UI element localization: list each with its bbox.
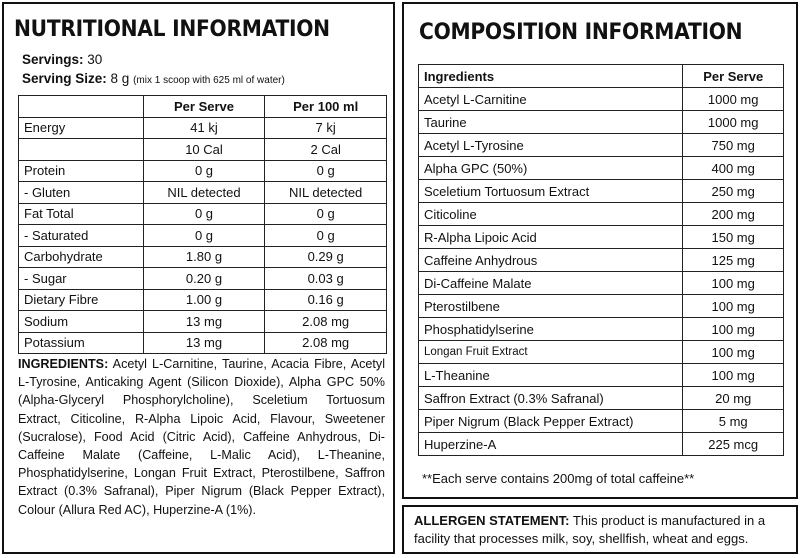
nutrition-table-row-cell: NIL detected — [265, 182, 387, 204]
composition-table-row-cell: 100 mg — [683, 364, 784, 387]
composition-table-row-cell: 750 mg — [683, 134, 784, 157]
nutrition-table-row-cell: Protein — [19, 160, 144, 182]
allergen-statement-box — [402, 505, 798, 554]
nutrition-table-row-cell: 2.08 mg — [265, 332, 387, 354]
nutrition-table-row — [19, 246, 387, 268]
composition-table-row-cell: 1000 mg — [683, 111, 784, 134]
nutrition-header-per-serve: Per Serve — [143, 96, 265, 118]
nutrition-table-row-cell: 2 Cal — [265, 139, 387, 161]
nutrition-table-body — [19, 117, 387, 354]
composition-table-row-cell: Caffeine Anhydrous — [419, 249, 683, 272]
composition-table-row — [419, 295, 784, 318]
composition-table-row — [419, 88, 784, 111]
composition-table-row — [419, 272, 784, 295]
composition-table-row-cell: Acetyl L-Tyrosine — [419, 134, 683, 157]
nutrition-table-row-cell: - Sugar — [19, 268, 144, 290]
composition-table-row — [419, 341, 784, 364]
serving-size-line — [22, 71, 285, 86]
allergen-statement — [414, 512, 790, 548]
nutrition-table-row-cell: Sodium — [19, 311, 144, 333]
composition-table-row-cell: Acetyl L-Carnitine — [419, 88, 683, 111]
composition-table-row — [419, 249, 784, 272]
composition-table-row — [419, 157, 784, 180]
composition-table-row-cell: 100 mg — [683, 318, 784, 341]
composition-table-row — [419, 111, 784, 134]
nutrition-table-row-cell: 0.29 g — [265, 246, 387, 268]
caffeine-note: **Each serve contains 200mg of total caffeine** — [422, 471, 695, 486]
nutrition-table-row-cell: NIL detected — [143, 182, 265, 204]
nutrition-table-row-cell: Dietary Fibre — [19, 289, 144, 311]
nutrition-table-row-cell: 0 g — [143, 225, 265, 247]
composition-title: COMPOSITION INFORMATION — [419, 20, 743, 45]
nutrition-table-row-cell: 13 mg — [143, 332, 265, 354]
composition-table-row-cell: Phosphatidylserine — [419, 318, 683, 341]
nutrition-table-row-cell: - Gluten — [19, 182, 144, 204]
composition-table-row-cell: Huperzine-A — [419, 433, 683, 456]
composition-table-body — [419, 88, 784, 456]
composition-table-row — [419, 203, 784, 226]
composition-table-row-cell: Sceletium Tortuosum Extract — [419, 180, 683, 203]
composition-table-row-cell: R-Alpha Lipoic Acid — [419, 226, 683, 249]
ingredients-label: INGREDIENTS: — [18, 357, 109, 371]
nutrition-table-row-cell: 2.08 mg — [265, 311, 387, 333]
composition-table-row-cell: L-Theanine — [419, 364, 683, 387]
nutrition-table-row-cell: Fat Total — [19, 203, 144, 225]
composition-table-row-cell: 5 mg — [683, 410, 784, 433]
nutrition-header-per-100ml: Per 100 ml — [265, 96, 387, 118]
nutrition-table-row — [19, 139, 387, 161]
nutrition-table-row-cell: 0 g — [265, 203, 387, 225]
composition-table-row-cell: Alpha GPC (50%) — [419, 157, 683, 180]
nutrition-table-row — [19, 332, 387, 354]
composition-table-row — [419, 226, 784, 249]
servings-value: 30 — [87, 52, 103, 67]
nutrition-table-row-cell: 0 g — [265, 225, 387, 247]
composition-table-row-cell: 150 mg — [683, 226, 784, 249]
nutrition-table-row-cell: 0 g — [143, 203, 265, 225]
composition-table-row-cell: 100 mg — [683, 341, 784, 364]
nutrition-table-row-cell: Carbohydrate — [19, 246, 144, 268]
nutrition-table-row-cell — [19, 139, 144, 161]
nutrition-table-row — [19, 311, 387, 333]
nutrition-table-row-cell: 0 g — [143, 160, 265, 182]
composition-table-row-cell: Longan Fruit Extract — [419, 341, 683, 364]
composition-table-row-cell: 400 mg — [683, 157, 784, 180]
nutrition-table-row — [19, 268, 387, 290]
composition-table-row-cell: Saffron Extract (0.3% Safranal) — [419, 387, 683, 410]
composition-header-ingredients: Ingredients — [419, 65, 683, 88]
nutrition-table-row-cell: 1.00 g — [143, 289, 265, 311]
nutrition-table-row-cell: 7 kj — [265, 117, 387, 139]
ingredients-paragraph — [18, 355, 385, 519]
nutrition-table-row — [19, 182, 387, 204]
servings-line — [22, 52, 102, 67]
composition-header-per-serve: Per Serve — [683, 65, 784, 88]
composition-table-row — [419, 410, 784, 433]
nutrition-table-row-cell: 0 g — [265, 160, 387, 182]
servings-label: Servings: — [22, 52, 84, 67]
nutritional-information-panel — [2, 2, 395, 554]
composition-table-row — [419, 433, 784, 456]
nutrition-table-row-cell: Energy — [19, 117, 144, 139]
nutrition-table-row-cell: 13 mg — [143, 311, 265, 333]
serving-size-value: 8 g — [110, 71, 130, 86]
ingredients-text: Acetyl L-Carnitine, Taurine, Acacia Fibre, Acetyl L-Tyrosine, Anticaking Agent (Silicon Dioxide), Alpha GPC 50% (Alpha-Glyceryl Phosphorylcholine), Sceletium Tortuosum Extract, Citicoline, R-Alpha Lipoic Acid, Flavour, Sweetener (Sucralose), Food Acid (Citric Acid), Caffeine Anhydrous, Di-Caffeine Malate (Caffeine, L-Malic Acid), L-Theanine, Phosphatidylserine, Longan Fruit Extract, Pterostilbene, Saffron Extract (0.3% Safranal), Piper Nigrum (Black Pepper Extract), Colour (Allura Red AC), Huperzine-A (1%). — [18, 357, 385, 517]
nutrition-table-row — [19, 160, 387, 182]
nutrition-table-row — [19, 117, 387, 139]
composition-table-row-cell: 125 mg — [683, 249, 784, 272]
composition-table-row-cell: Citicoline — [419, 203, 683, 226]
nutrition-table-row-cell: 0.03 g — [265, 268, 387, 290]
composition-table-row-cell: Pterostilbene — [419, 295, 683, 318]
nutrition-table-row-cell: 10 Cal — [143, 139, 265, 161]
nutrition-table-row-cell: 1.80 g — [143, 246, 265, 268]
composition-table-row-cell: Piper Nigrum (Black Pepper Extract) — [419, 410, 683, 433]
nutrition-table-row-cell: 41 kj — [143, 117, 265, 139]
composition-table-row-cell: 1000 mg — [683, 88, 784, 111]
nutrition-table-row — [19, 203, 387, 225]
composition-table-row-cell: Di-Caffeine Malate — [419, 272, 683, 295]
composition-table-row-cell: 100 mg — [683, 272, 784, 295]
composition-table-row — [419, 318, 784, 341]
composition-table-row — [419, 387, 784, 410]
composition-information-panel — [402, 2, 798, 499]
nutrition-table-row-cell: - Saturated — [19, 225, 144, 247]
nutrition-table — [18, 95, 387, 354]
composition-table-row — [419, 364, 784, 387]
composition-table-row-cell: 225 mcg — [683, 433, 784, 456]
nutrition-table-row-cell: Potassium — [19, 332, 144, 354]
composition-table-row-cell: 100 mg — [683, 295, 784, 318]
nutrition-title: NUTRITIONAL INFORMATION — [14, 17, 330, 42]
nutrition-table-row — [19, 289, 387, 311]
composition-table-row-cell: Taurine — [419, 111, 683, 134]
composition-table-header-row — [419, 65, 784, 88]
nutrition-table-row — [19, 225, 387, 247]
nutrition-header-nutrient — [19, 96, 144, 118]
allergen-text: This product is manufactured in a facility that processes milk, soy, shellfish, wheat and eggs. — [414, 513, 766, 546]
composition-table-row — [419, 180, 784, 203]
composition-table-row-cell: 20 mg — [683, 387, 784, 410]
nutrition-table-row-cell: 0.20 g — [143, 268, 265, 290]
serving-size-label: Serving Size: — [22, 71, 107, 86]
composition-table-row-cell: 200 mg — [683, 203, 784, 226]
composition-table — [418, 64, 784, 456]
serving-size-note: (mix 1 scoop with 625 ml of water) — [133, 75, 285, 86]
composition-table-row-cell: 250 mg — [683, 180, 784, 203]
nutrition-table-row-cell: 0.16 g — [265, 289, 387, 311]
nutrition-table-header-row — [19, 96, 387, 118]
allergen-label: ALLERGEN STATEMENT: — [414, 513, 570, 528]
composition-table-row — [419, 134, 784, 157]
